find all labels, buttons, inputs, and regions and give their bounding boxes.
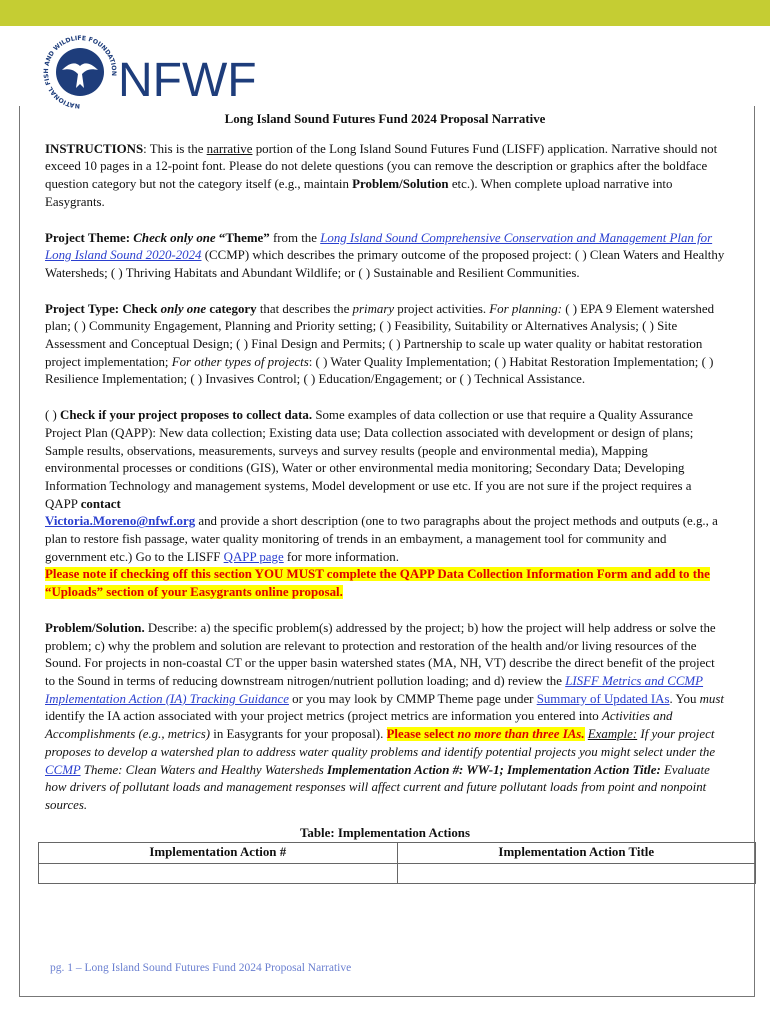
- col-header-action-number: Implementation Action #: [39, 843, 398, 864]
- project-theme-paragraph: Project Theme: Check only one “Theme” from the Long Island Sound Comprehensive Conservation and Management Plan for Long Island Sound 2020-2024 (CCMP) which describes the primary outcome of the proposed project: ( ) Clean Waters and Healthy Watersheds; ( ) Thriving Habitats and Abundant Wildlife; or ( ) Sustainable and Resilient Communities.: [45, 230, 725, 280]
- table-cell-action-title[interactable]: [397, 864, 756, 884]
- nfwf-logo: [40, 32, 280, 112]
- contact-email-link[interactable]: Victoria.Moreno@nfwf.org: [45, 514, 196, 529]
- implementation-actions-table: [38, 842, 756, 884]
- top-color-bar: [0, 0, 770, 26]
- lisff-metrics-link[interactable]: LISFF Metrics and CCMP Implementation Action (IA) Tracking Guidance: [45, 673, 704, 706]
- table-cell-action-number[interactable]: [39, 864, 398, 884]
- ccmp-plan-link[interactable]: Long Island Sound Comprehensive Conservation and Management Plan for Long Island Sound 2020-2024: [45, 230, 713, 263]
- logo-ring-text: NATIONAL FISH AND WILDLIFE FOUNDATION: [42, 34, 118, 110]
- qapp-warning: Please note if checking off this section YOU MUST complete the QAPP Data Collection Information Form and add to the “Uploads” section of your Easygrants online proposal.: [45, 567, 710, 600]
- logo-wordmark: NFWF: [118, 54, 257, 107]
- table-caption: Table: Implementation Actions: [300, 825, 470, 840]
- project-type-paragraph: Project Type: Check only one category that describes the primary project activities. For planning: ( ) EPA 9 Element watershed plan; ( ) Community Engagement, Planning and Priority setting; ( ) Feasibility, Suitability or Alternatives Analysis; ( ) Site Assessment and Conceptual Design; ( ) Final Design and Permits; ( ) Partnership to scale up water quality or habitat restoration project implementation; For other types of projects: ( ) Water Quality Implementation; ( ) Habitat Restoration Implementation; ( ) Resilience Implementation; ( ) Invasives Control; ( ) Education/Engagement; or ( ) Technical Assistance.: [45, 301, 715, 387]
- updated-ias-link[interactable]: Summary of Updated IAs: [536, 691, 670, 706]
- ccmp-link[interactable]: CCMP: [45, 762, 81, 777]
- qapp-page-link[interactable]: QAPP page: [223, 549, 284, 564]
- document-body: [45, 110, 725, 884]
- page-footer: pg. 1 – Long Island Sound Futures Fund 2024 Proposal Narrative: [50, 962, 352, 974]
- problem-solution-paragraph: Problem/Solution. Describe: a) the specific problem(s) addressed by the project; b) how the project will help address or solve the problem; c) why the problem and solution are relevant to protection and restoration of the health and/or living resources of the Sound. For projects in non-coastal CT or the upper basin watershed states (MA, NH, VT) describe the direct benefit of the project to the Sound in terms of reducing downstream nitrogen/nutrient pollution loading; and d) review the LISFF Metrics and CCMP Implementation Action (IA) Tracking Guidance or you may look by CMMP Theme page under Summary of Updated IAs. You must identify the IA action associated with your project metrics (project metrics are information you entered into Activities and Accomplishments (e.g., metrics) in Easygrants for your proposal). Please select no more than three IAs. Example: If your project proposes to develop a watershed plan to address water quality problems and identify potential projects you might select under the CCMP Theme: Clean Waters and Healthy Watersheds Implementation Action #: WW-1; Implementation Action Title: Evaluate how drivers of pollutant loads and management responses will affect current and future pollutant loads from point and nonpoint sources.: [45, 620, 724, 812]
- select-ias-highlight: Please select no more than three IAs.: [386, 727, 585, 742]
- qapp-paragraph: ( ) Check if your project proposes to collect data. Some examples of data collection or use that require a Quality Assurance Project Plan (QAPP): New data collection; Existing data use; Data collection associated with development or design of plans; Sample results, observations, measurements, surveys and survey results (people and environmental media), Mapping environmental processes or conditions (GIS), Water or other environmental media monitoring; Secondary Data; Developing Information Technology and management systems, Model development or use etc. If you are not sure if the project requires a QAPP contact Victoria.Moreno@nfwf.org and provide a short description (one to two paragraphs about the project methods and outputs (e.g., a plan to restore fish passage, water quality monitoring of trends in an embayment, a management tool for community and government etc.) Go to the LISFF QAPP page for more information. Please note if checking off this section YOU MUST complete the QAPP Data Collection Information Form and add to the “Uploads” section of your Easygrants online proposal.: [45, 408, 718, 600]
- document-title: Long Island Sound Futures Fund 2024 Proposal Narrative: [224, 112, 546, 126]
- col-header-action-title: Implementation Action Title: [397, 843, 756, 864]
- qapp-checkbox[interactable]: ( ): [45, 408, 61, 423]
- instructions-paragraph: INSTRUCTIONS: This is the narrative portion of the Long Island Sound Futures Fund (LISFF) application. Narrative should not exceed 10 pages in a 12-point font. Please do not delete questions (you can remove the description or graphics after the boldface question category but not the category itself (e.g., maintain Problem/Solution etc.). When complete upload narrative into Easygrants.: [45, 141, 718, 209]
- implementation-actions-table-section: [45, 825, 725, 884]
